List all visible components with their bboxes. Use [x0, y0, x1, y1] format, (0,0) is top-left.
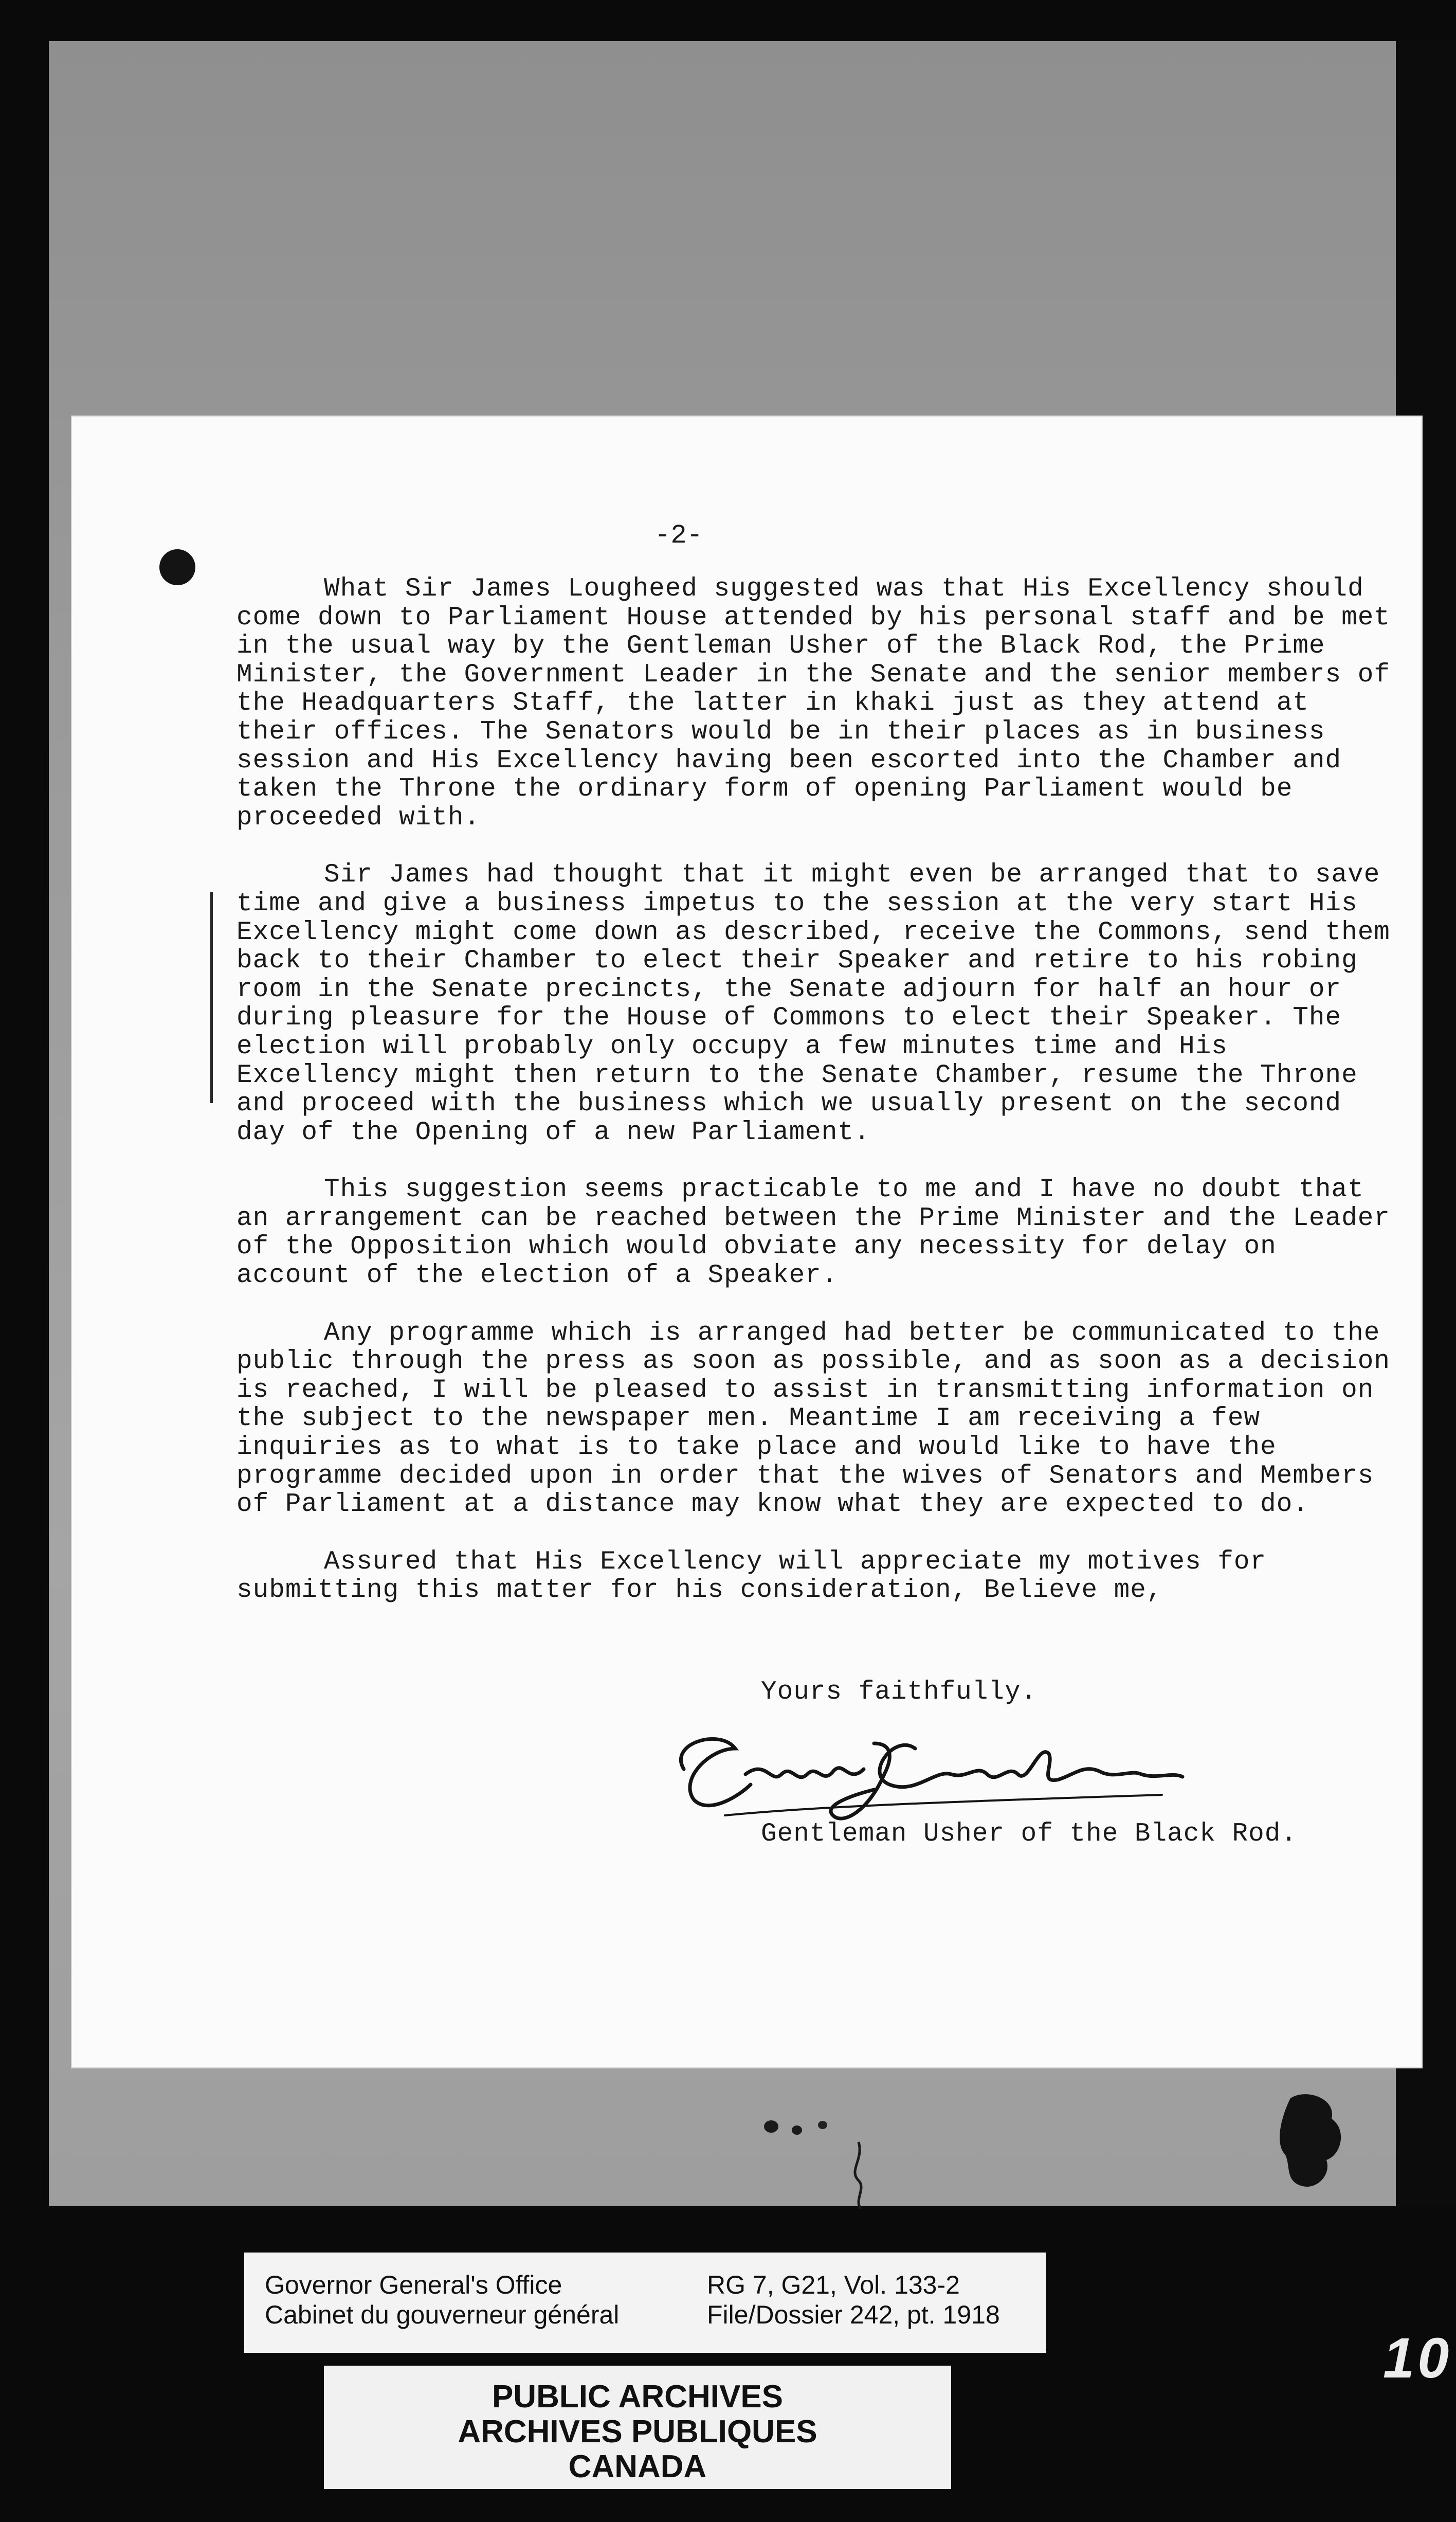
- file-dossier: File/Dossier 242, pt. 1918: [707, 2300, 1000, 2329]
- page-number: -2-: [654, 520, 703, 551]
- punch-hole: [159, 549, 195, 585]
- ink-stain: [1275, 2088, 1347, 2196]
- scribble-mark: [843, 2139, 874, 2211]
- letter-body: [236, 575, 1393, 1605]
- frame-number-text: 10: [1383, 2327, 1452, 2390]
- paragraph-4: Any programme which is arranged had better be communicated to the public through the press as soon as possible, and as soon as a decision is reached, I will be pleased to assist in transmitting information on the subject to the newspaper men. Meantime I am receiving a few inquiries as to what is to take place and would like to have the programme decided upon in order that the wives of Senators and Members of Parliament at a distance may know what they are expected to do.: [236, 1318, 1390, 1520]
- closing: Yours faithfully.: [761, 1678, 1038, 1707]
- paragraph-1: What Sir James Lougheed suggested was that His Excellency should come down to Parliament House attended by his personal staff and be met in the usual way by the Gentleman Usher of the Black Rod, the Prime Minister, the Government Leader in the Senate and the senior members of the Headquarters Staff, the latter in khaki just as they attend at their offices. The Senators would be in their places as in business session and His Excellency having been escorted into the Chamber and taken the Throne the ordinary form of opening Parliament would be proceeded with.: [236, 574, 1390, 833]
- margin-mark: [210, 892, 213, 1103]
- archives-stamp: [324, 2366, 951, 2489]
- paragraph-2: Sir James had thought that it might even be arranged that to save time and give a business impetus to the session at the very start His Excellency might come down as described, receive the Commons, send them back to their Chamber to elect their Speaker and retire to his robing room in the Senate precincts, the Senate adjourn for half an hour or during pleasure for the House of Commons to elect their Speaker. The election will probably only occupy a few minutes time and His Excellency might then return to the Senate Chamber, resume the Throne and proceed with the business which we usually present on the second day of the Opening of a new Parliament.: [236, 860, 1390, 1147]
- archive-label: [244, 2253, 1046, 2353]
- paragraph-3: This suggestion seems practicable to me and I have no doubt that an arrangement can be reached between the Prime Minister and the Leader of the Opposition which would obviate any necessity for delay on account of the election of a Speaker.: [236, 1175, 1390, 1291]
- stamp-line-3: CANADA: [568, 2449, 707, 2484]
- signer-title: Gentleman Usher of the Black Rod.: [761, 1820, 1297, 1849]
- stamp-line-1: PUBLIC ARCHIVES: [492, 2379, 784, 2415]
- office-french: Cabinet du gouverneur général: [265, 2300, 620, 2329]
- frame-number: [1383, 2325, 1456, 2391]
- stamp-line-2: ARCHIVES PUBLIQUES: [458, 2414, 817, 2449]
- paragraph-5: Assured that His Excellency will appreciate my motives for submitting this matter for his consideration, Believe me,: [236, 1547, 1267, 1606]
- office-english: Governor General's Office: [265, 2271, 562, 2299]
- record-group: RG 7, G21, Vol. 133-2: [707, 2271, 960, 2299]
